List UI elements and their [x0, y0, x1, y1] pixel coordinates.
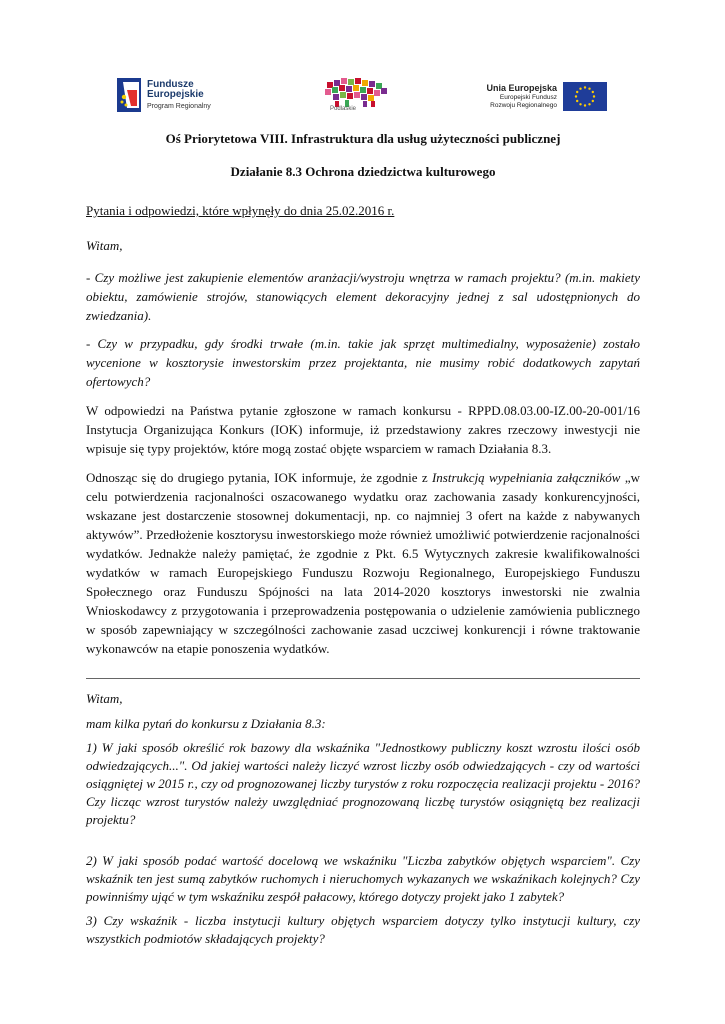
eu-line2: Europejski Fundusz — [499, 94, 557, 101]
logo-bar — [0, 0, 725, 130]
eu-line3: Rozwoju Regionalnego — [490, 102, 557, 109]
eu-funds-logo-icon — [117, 78, 141, 112]
eu-logo-text — [477, 83, 557, 110]
questions-intro: mam kilka pytań do konkursu z Działania 8.3: — [86, 716, 326, 731]
answer-1: W odpowiedzi na Państwa pytanie zgłoszone w ramach konkursu - RPPD.08.03.00-IZ.00-20-001/16 Instytucja Organizująca Konkurs (IOK) informuje, iż przedstawiony zakres rzeczowy inwestycji nie wpisuje się typy projektów, które mogą zostać objęte wsparciem w ramach Działania 8.3. — [86, 403, 640, 456]
question-2: - Czy w przypadku, gdy środki trwałe (m.in. takie jak sprzęt multimedialny, wyposażenie) zostało wycenione w kosztorysie inwestorskim przez projektanta, nie musimy robić dodatkowych zapytań ofertowych? — [86, 336, 640, 389]
eu-line1: Unia Europejska — [486, 83, 557, 93]
fe-logo-text — [147, 80, 211, 112]
greeting: Witam, — [86, 238, 123, 253]
question-numbered-2: 2) W jaki sposób podać wartość docelową we wskaźniku "Liczba zabytków objętych wsparciem". Czy wskaźnik ten jest sumą zabytków ruchomych i nieruchomych wykazanych we wskaźnikach kolejnych? Czy powinniśmy ująć w tym wskaźniku zespół pałacowy, którego dotyczy projekt jako 1 zabytek? — [86, 853, 640, 904]
answer-2-italic: Instrukcją wypełniania załączników — [431, 470, 621, 485]
fe-line1: Fundusze — [147, 79, 194, 90]
podlaskie-label: Podlaskie — [329, 106, 356, 112]
bison-mosaic-icon — [323, 76, 391, 108]
greeting-2: Witam, — [86, 691, 123, 706]
question-1: - Czy możliwe jest zakupienie elementów aranżacji/wystroju wnętrza w ramach projektu? (m.in. makiety obiektu, zamówienie strojów, stanowiących element dekoracyjny jednej z sal udostępnionych do zwiedzania). — [86, 270, 640, 323]
unia-europejska-logo — [477, 82, 609, 112]
fe-line2: Europejskie — [147, 89, 204, 100]
answer-2-part-2: „w celu potwierdzenia racjonalności oszacowanego wydatku oraz zachowania zasady konkurencyjności, wskazane jest dostarczenie stosownej dokumentacji, np. co najmniej 3 ofert na każde z nabywanych aktywów”. Przedłożenie kosztorysu inwestorskiego może również umożliwić potwierdzenie racjonalności wydatków. Jednakże należy pamiętać, że zgodnie z Pkt. 6.5 Wytycznych zakresie kwalifikowalności wydatków w ramach Europejskiego Funduszu Rozwoju Regionalnego, Europejskiego Funduszu Społecznego oraz Funduszu Spójności na lata 2014-2020 kosztorys inwestorski nie zwalnia Wnioskodawcy z przygotowania i przeprowadzenia postępowania o udzielenie zamówienia publicznego w sposób zapewniający w szczególności zachowanie zasad uczciwej konkurencji i równe traktowanie wykonawców na etapie ponoszenia wydatków. — [86, 470, 640, 656]
document-subtitle: Działanie 8.3 Ochrona dziedzictwa kulturowego — [230, 164, 496, 179]
document-body — [86, 120, 640, 948]
answer-2-part-1: Odnosząc się do drugiego pytania, IOK informuje, że zgodnie z — [86, 470, 432, 485]
fundusze-europejskie-logo — [117, 78, 247, 114]
question-numbered-1: 1) W jaki sposób określić rok bazowy dla wskaźnika "Jednostkowy publiczny koszt wzrostu ilości osób odwiedzających...". Od jakiej wartości należy liczyć wzrost liczby osób odwiedzających - czy od wartości osiągniętej w 2015 r., czy od prognozowanej liczby turystów z roku rozpoczęcia realizacji projektu - 2016? Czy licząc wzrost turystów należy uwzględniać prognozowaną liczbę turystów osiągniętą bez realizacji projektu? — [86, 740, 640, 827]
eu-flag-icon — [563, 82, 607, 111]
podlaskie-logo — [323, 76, 391, 116]
section-divider — [86, 678, 640, 679]
qa-section-heading: Pytania i odpowiedzi, które wpłynęły do dnia 25.02.2016 r. — [86, 203, 395, 218]
document-title: Oś Priorytetowa VIII. Infrastruktura dla usług użyteczności publicznej — [165, 131, 561, 146]
answer-2 — [86, 468, 640, 658]
question-numbered-3: 3) Czy wskaźnik - liczba instytucji kultury objętych wsparciem dotyczy tylko instytucji kultury, czy wszystkich podmiotów składających projekty? — [86, 913, 640, 946]
fe-line3: Program Regionalny — [147, 103, 211, 110]
